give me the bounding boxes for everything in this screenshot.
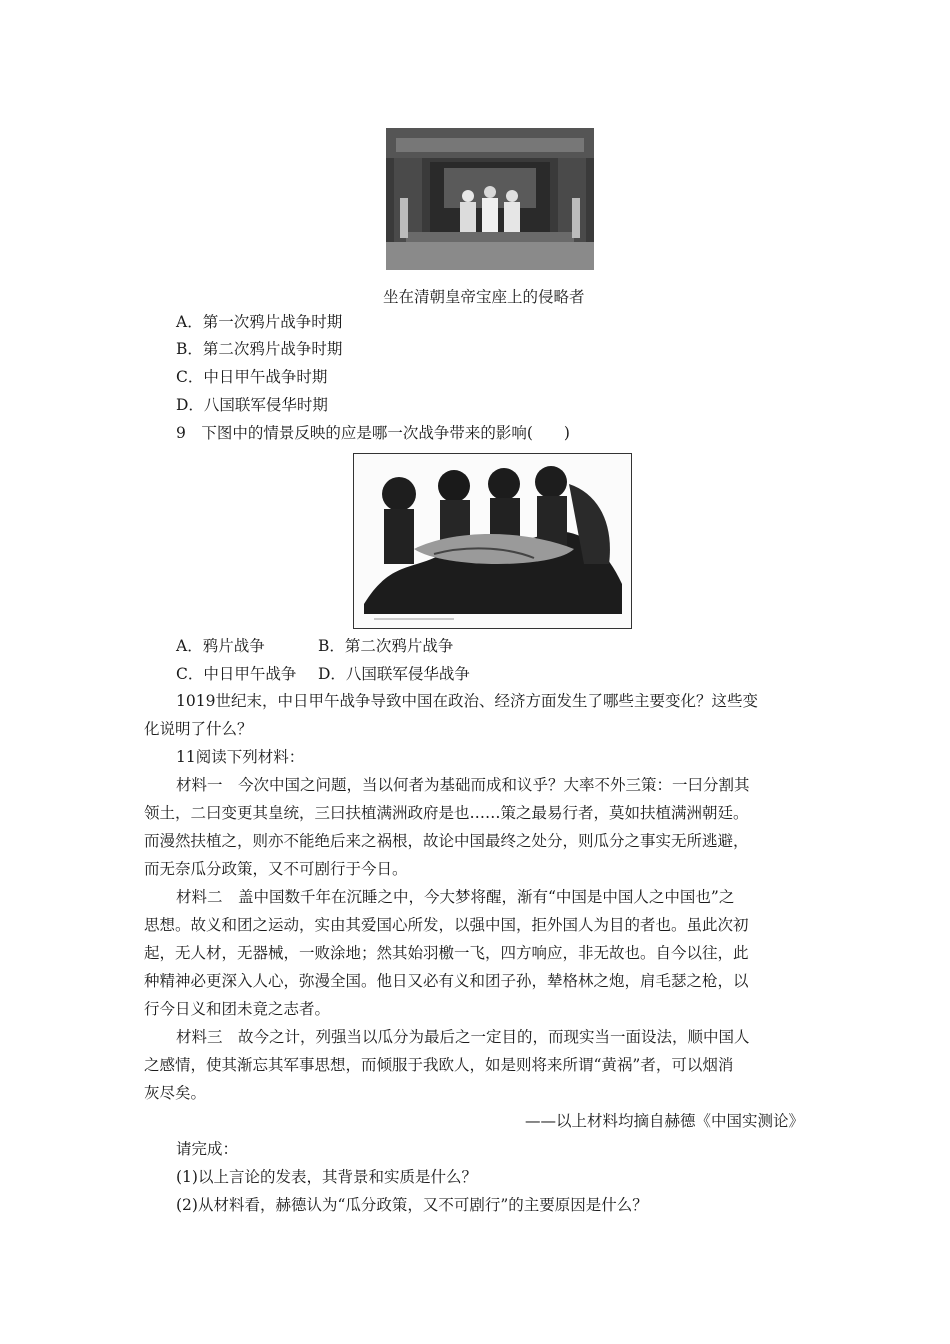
material-2-line-3: 起，无人材，无器械，一败涂地；然其始羽檄一飞，四方响应，非无故也。自今以往，此 xyxy=(144,944,749,962)
cartoon-illustration xyxy=(353,453,632,629)
material-source: ——以上材料均摘自赫德《中国实测论》 xyxy=(524,1112,804,1130)
q9-option-c: C．中日甲午战争 xyxy=(176,665,297,683)
q8-option-d: D．八国联军侵华时期 xyxy=(176,396,328,414)
material-3-line-2: 之感情，使其渐忘其军事思想，而倾服于我欧人，如是则将来所谓“黄祸”者，可以烟消 xyxy=(144,1056,734,1074)
material-1-line-1: 材料一 今次中国之问题，当以何者为基础而成和议乎？大率不外三策：一曰分割其 xyxy=(176,776,750,794)
q10-line-2: 化说明了什么？ xyxy=(144,720,253,738)
q8-option-b: B．第二次鸦片战争时期 xyxy=(176,340,343,358)
throne-photo-caption: 坐在清朝皇帝宝座上的侵略者 xyxy=(383,288,585,306)
task-prompt: 请完成： xyxy=(176,1140,239,1158)
throne-photo xyxy=(386,128,594,270)
q9-option-a: A．鸦片战争 xyxy=(176,637,265,655)
partition-cartoon xyxy=(354,454,631,628)
q8-option-a: A．第一次鸦片战争时期 xyxy=(176,313,343,331)
q9-stem: 9 下图中的情景反映的应是哪一次战争带来的影响( ) xyxy=(176,424,570,442)
sub-question-2: (2)从材料看，赫德认为“瓜分政策，又不可剧行”的主要原因是什么？ xyxy=(176,1196,648,1214)
material-2-line-1: 材料二 盖中国数千年在沉睡之中，今大梦将醒，渐有“中国是中国人之中国也”之 xyxy=(176,888,735,906)
q8-option-c: C．中日甲午战争时期 xyxy=(176,368,328,386)
material-2-line-2: 思想。故义和团之运动，实由其爱国心所发，以强中国，拒外国人为目的者也。虽此次初 xyxy=(144,916,749,934)
material-2-line-5: 行今日义和团未竟之志者。 xyxy=(144,1000,331,1018)
q9-option-b: B．第二次鸦片战争 xyxy=(318,637,454,655)
q10-line-1: 1019世纪末，中日甲午战争导致中国在政治、经济方面发生了哪些主要变化？这些变 xyxy=(176,692,758,710)
material-1-line-3: 而漫然扶植之，则亦不能绝后来之祸根，故论中国最终之处分，则瓜分之事实无所逃避， xyxy=(144,832,749,850)
q11-title: 11阅读下列材料： xyxy=(176,748,305,766)
material-1-line-4: 而无奈瓜分政策，又不可剧行于今日。 xyxy=(144,860,408,878)
material-2-line-4: 种精神必更深入人心，弥漫全国。他日又必有义和团子孙，辇格林之炮，肩毛瑟之枪，以 xyxy=(144,972,749,990)
material-1-line-2: 领土，二曰变更其皇统，三曰扶植满洲政府是也……策之最易行者，莫如扶植满洲朝廷。 xyxy=(144,804,749,822)
material-3-line-3: 灰尽矣。 xyxy=(144,1084,207,1102)
material-3-line-1: 材料三 故今之计，列强当以瓜分为最后之一定目的，而现实当一面设法，顺中国人 xyxy=(176,1028,750,1046)
sub-question-1: (1)以上言论的发表，其背景和实质是什么？ xyxy=(176,1168,477,1186)
q9-option-d: D．八国联军侵华战争 xyxy=(318,665,470,683)
throne-photo-illustration xyxy=(386,128,594,270)
